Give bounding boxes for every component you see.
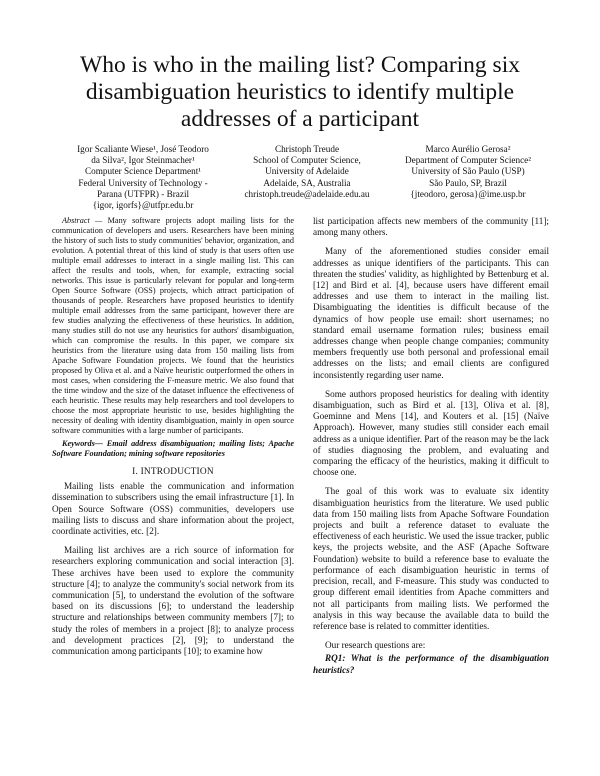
- paragraph: Our research questions are:: [325, 640, 426, 651]
- paragraph: Mailing lists enable the communication and information dissemination to subscribers using the email infrastructure [1]. In Open Source Software (OSS) communities, developers use mailing lists to discuss and share information about the project, coordinate activities, etc. [2].: [52, 481, 294, 537]
- left-column: [52, 216, 294, 665]
- author-3-line: Marco Aurélio Gerosa²: [425, 144, 511, 154]
- author-1-line: Parana (UTFPR) - Brazil: [96, 188, 190, 199]
- paragraph: Some authors proposed heuristics for dealing with identity disambiguation, such as Bird et al. [13], Oliva et al. [8], Goeminne and Mens [14], and Kouters et al. [15] (Naïve Approach). However, many studies still consider each email address as a unique identifier. Part of the reason may be the lack of studies diagnosing the problem, and evaluating and comparing the efficacy of the heuristics, making it difficult to choose one.: [313, 388, 549, 478]
- author-1-line: Federal University of Technology -: [78, 177, 208, 188]
- author-2-email: christoph.treude@adelaide.edu.au: [244, 188, 370, 199]
- paragraph: The goal of this work was to evaluate six identity disambiguation heuristics from the literature. We used public data from 150 mailing lists from Apache Software Foundation projects and built a reference dataset to evaluate the effectiveness of each heuristic. We used the issue tracker, public keys, the projects website, and the ASF (Apache Software Foundation) website to build a reference base to evaluate the performance of each disambiguation heuristic in terms of precision, recall, and F-measure. This study was conducted to group different email identities from Apache committers and not all participants from mailing lists. We performed the analysis in this way because the available data to build the reference base is related to committer identities.: [313, 486, 549, 631]
- research-question-1: RQ1: What is the performance of the disambiguation heuristics?: [313, 653, 549, 675]
- abstract-label: Abstract —: [62, 216, 103, 225]
- author-1-email: {igor, igorfs}@utfpr.edu.br: [92, 200, 194, 211]
- right-column: [313, 216, 549, 676]
- paragraph: list participation affects new members of the community [11]; among many others.: [313, 216, 549, 238]
- author-1-line: Igor Scaliante Wiese¹, José Teodoro: [77, 144, 209, 154]
- author-3-email: {jteodoro, gerosa}@ime.usp.br: [410, 188, 526, 199]
- paper-title: Who is who in the mailing list? Comparing six disambiguation heuristics to identify multiple addresses of a participant: [80, 52, 520, 132]
- author-block-2: [238, 144, 376, 200]
- paragraph: Many of the aforementioned studies consider email addresses as unique identifiers of the participants. This can threaten the studies' validity, as highlighted by Bettenburg et al. [12] and Bird et al. [4], because users have different email addresses and use them to interact in the mailing list. Disambiguating the identities is difficult because of the dynamics of how people use email: short usernames; no standard email username formation rules; business email addresses change when people change companies; community members frequently use both personal and professional email addresses on the lists; and email clients are configured inconsistently regarding user name.: [313, 246, 549, 380]
- paragraph: Mailing list archives are a rich source of information for researchers exploring communication and social interaction [3]. These archives have been used to explore the community structure [4]; to analyze the community's social network from its communication [5], to understand the evolution of the software based on its discussions [6]; to understand the leadership structure and relationships between community members [7]; to study the roles of members in a project [8]; to analyze process and development practices [2], [9]; to understand the communication among participants [10]; to examine how: [52, 545, 294, 657]
- abstract: [52, 216, 294, 436]
- author-block-3: [388, 144, 548, 200]
- author-2-line: Christoph Treude: [274, 144, 340, 154]
- author-2-line: University of Adelaide: [265, 166, 349, 177]
- author-3-line: São Paulo, SP, Brazil: [429, 177, 507, 188]
- author-2-line: Adelaide, SA, Australia: [263, 177, 351, 188]
- abstract-text: Many software projects adopt mailing lists for the communication of developers and users. Researchers have been mining the history of such lists to study communities' behavior, organization, and evolution. A potential threat of this kind of study is that users often use multiple email addresses to interact in a single mailing list. This can affect the results and tools, when, for example, extracting social networks. This issue is particularly relevant for popular and long-term Open Source Software (OSS) projects, which attract participation of thousands of people. Researchers have proposed heuristics to identify multiple email addresses from the same participant, however there are few studies analyzing the effectiveness of these heuristics. In addition, many studies still do not use any heuristics for authors' disambiguation, which can compromise the results. In this paper, we compare six heuristics from the literature using data from 150 mailing lists from Apache Software Foundation projects. We found that the heuristics proposed by Oliva et al. and a Naïve heuristic outperformed the others in most cases, when considering the F-measure metric. We also found that the time window and the size of the dataset influence the effectiveness of each heuristic. These results may help researchers and tool developers to choose the most appropriate heuristic to use, besides highlighting the necessity of dealing with identity disambiguation, mainly in open source software communities with a large number of participants.: [52, 216, 294, 435]
- author-3-line: University of São Paulo (USP): [411, 166, 525, 177]
- author-2-line: School of Computer Science,: [253, 155, 361, 166]
- author-1-line: da Silva², Igor Steinmacher¹: [91, 155, 195, 166]
- author-1-line: Computer Science Department¹: [84, 166, 202, 177]
- author-3-line: Department of Computer Science²: [405, 155, 531, 166]
- keywords: Keywords— Email address disambiguation; mailing lists; Apache Software Foundation; mining software repositories: [52, 439, 294, 458]
- author-block-1: [68, 144, 218, 211]
- section-heading: I. INTRODUCTION: [132, 467, 214, 477]
